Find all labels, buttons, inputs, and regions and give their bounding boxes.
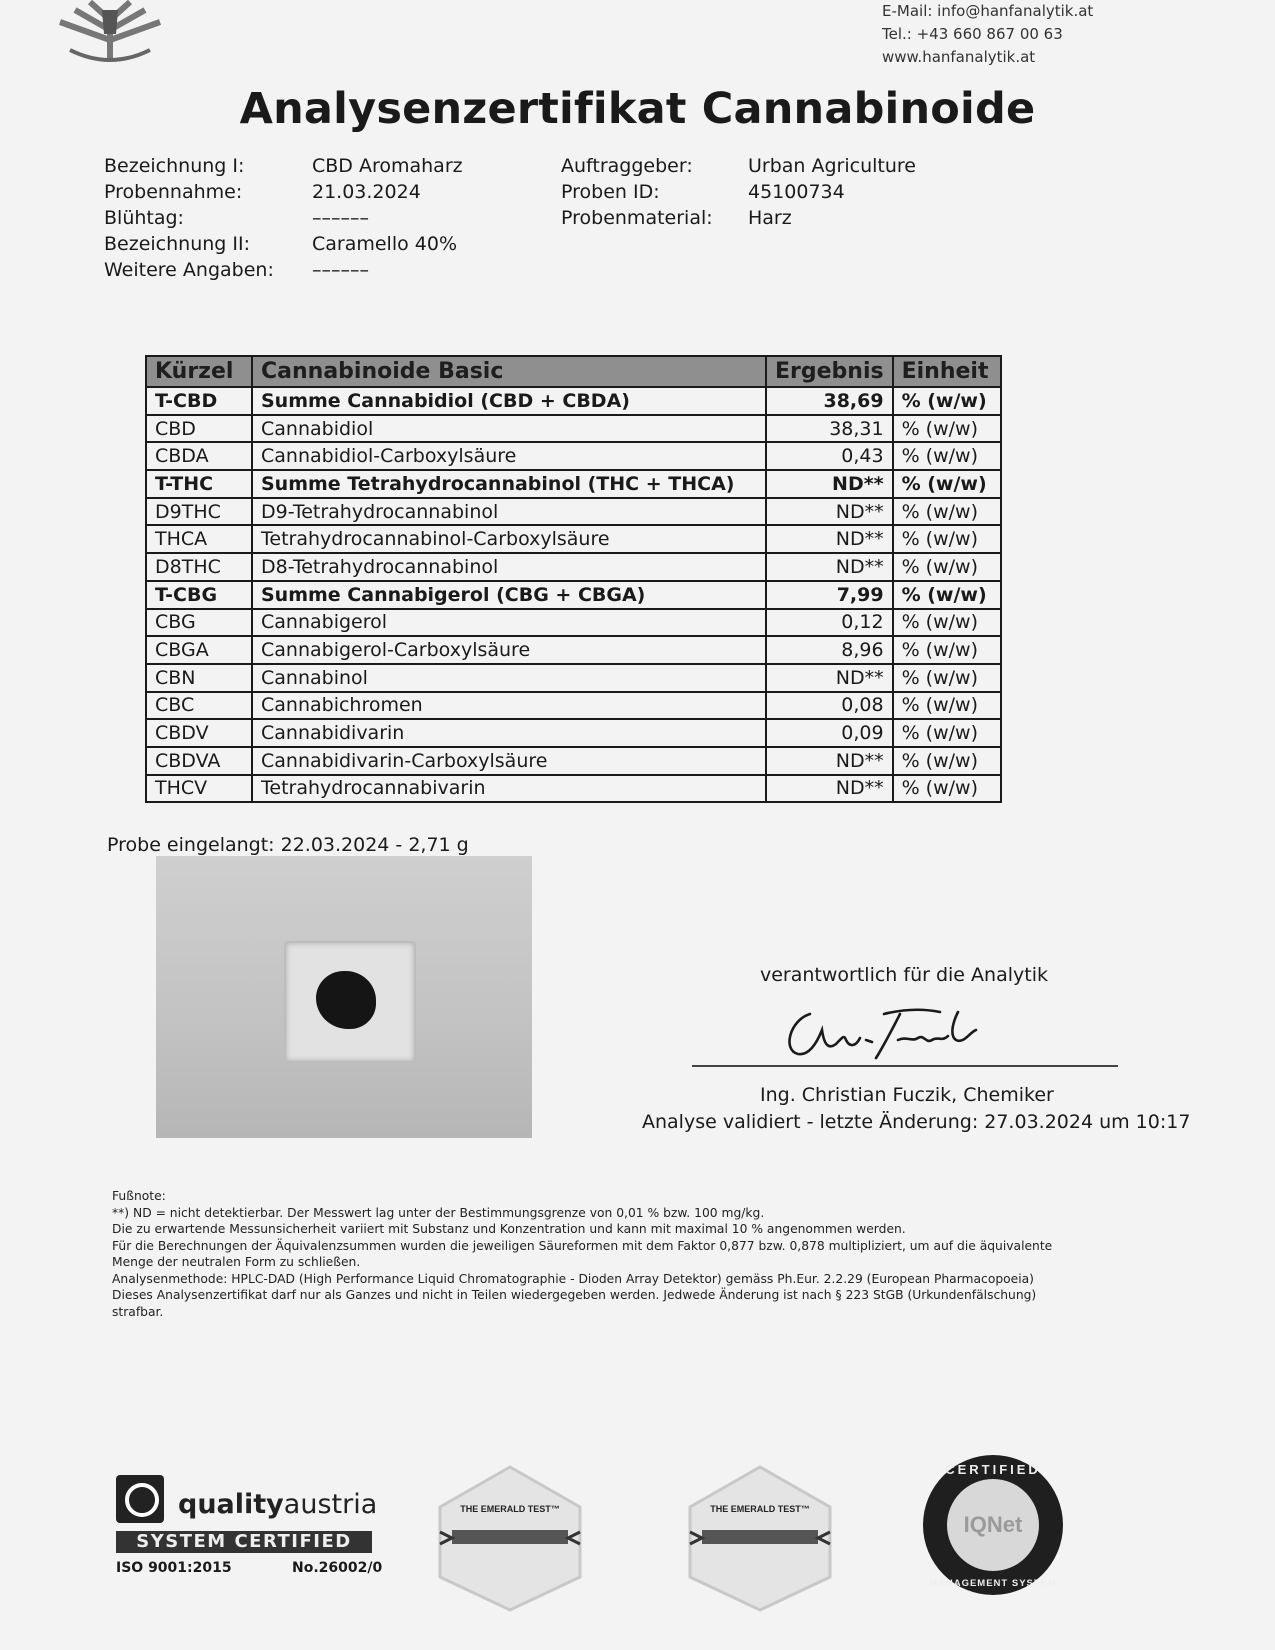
cell-unit: % (w/w): [893, 498, 1001, 526]
cell-code: CBG: [146, 609, 252, 637]
cell-code: CBDA: [146, 442, 252, 470]
cell-name: Cannabigerol-Carboxylsäure: [252, 636, 766, 664]
qualityaustria-name: qualityaustria: [178, 1489, 378, 1520]
iqnet-center-text: IQNet: [963, 1512, 1023, 1537]
meta-label: Probennahme:: [104, 181, 243, 203]
meta-label: Blühtag:: [104, 207, 184, 229]
table-row: [146, 636, 1001, 664]
table-row: [146, 553, 1001, 581]
resin-sample: [316, 971, 376, 1029]
signature-line: [692, 1065, 1118, 1067]
table-row: [146, 775, 1001, 803]
cell-code: THCA: [146, 525, 252, 553]
table-header-row: [146, 356, 1001, 387]
table-row: [146, 719, 1001, 747]
cell-unit: % (w/w): [893, 415, 1001, 443]
cell-name: Cannabidivarin: [252, 719, 766, 747]
cell-name: Summe Cannabigerol (CBG + CBGA): [252, 581, 766, 609]
footnote-line: **) ND = nicht detektierbar. Der Messwert lag unter der Bestimmungsgrenze von 0,01 % bzw. 100 mg/kg.: [112, 1205, 765, 1220]
table-row: [146, 525, 1001, 553]
cell-code: T-CBD: [146, 387, 252, 415]
cell-result: 0,09: [766, 719, 893, 747]
cell-result: ND**: [766, 775, 893, 803]
cell-unit: % (w/w): [893, 636, 1001, 664]
cell-unit: % (w/w): [893, 553, 1001, 581]
cell-result: ND**: [766, 498, 893, 526]
table-row: [146, 581, 1001, 609]
cell-unit: % (w/w): [893, 525, 1001, 553]
cell-result: ND**: [766, 470, 893, 498]
cell-unit: % (w/w): [893, 747, 1001, 775]
table-row: [146, 609, 1001, 637]
iqnet-top-text: CERTIFIED: [945, 1462, 1041, 1477]
footnote-line: Für die Berechnungen der Äquivalenzsummen wurden die jeweiligen Säureformen mit dem Faktor 0,877 bzw. 0,878 multipliziert, um auf die äquivalente: [112, 1238, 1053, 1253]
meta-value: Urban Agriculture: [748, 155, 916, 177]
cell-code: CBD: [146, 415, 252, 443]
results-body: [146, 387, 1001, 802]
footnote-line: Analysenmethode: HPLC-DAD (High Performance Liquid Chromatographie - Dioden Array Detektor) gemäss Ph.Eur. 2.2.29 (European Pharmacopoeia): [112, 1271, 1034, 1286]
cell-unit: % (w/w): [893, 442, 1001, 470]
phone-text: Tel.: +43 660 867 00 63: [882, 25, 1063, 43]
cell-result: 38,31: [766, 415, 893, 443]
meta-value: Harz: [748, 207, 792, 229]
handwritten-signature: [780, 1000, 1000, 1062]
certificate-number: No.26002/0: [292, 1560, 383, 1576]
column-header-code: Kürzel: [146, 356, 252, 387]
sample-photo: [156, 856, 532, 1138]
footnote-line: strafbar.: [112, 1304, 164, 1319]
cell-code: CBDV: [146, 719, 252, 747]
meta-label: Auftraggeber:: [561, 155, 693, 177]
cell-result: 38,69: [766, 387, 893, 415]
emerald-test-badge-icon: [430, 1462, 590, 1612]
signer-name: Ing. Christian Fuczik, Chemiker: [760, 1084, 1054, 1106]
email-text: E-Mail: info@hanfanalytik.at: [882, 2, 1094, 20]
contact-info: [882, 0, 1093, 69]
results-table: [145, 355, 1002, 803]
column-header-name: Cannabinoide Basic: [252, 356, 766, 387]
qualityaustria-q-icon: [116, 1475, 164, 1523]
meta-label: Proben ID:: [561, 181, 660, 203]
lab-logo: [30, 0, 190, 68]
emerald-test-badge-icon: [680, 1462, 840, 1612]
meta-label: Probenmaterial:: [561, 207, 713, 229]
cell-code: CBDVA: [146, 747, 252, 775]
footnote-line: Menge der neutralen Form zu schließen.: [112, 1255, 361, 1269]
meta-label: Weitere Angaben:: [104, 259, 274, 281]
column-header-result: Ergebnis: [766, 356, 893, 387]
system-certified-band: SYSTEM CERTIFIED: [116, 1531, 372, 1553]
cell-name: Cannabinol: [252, 664, 766, 692]
table-row: [146, 470, 1001, 498]
cell-code: T-CBG: [146, 581, 252, 609]
cell-result: ND**: [766, 664, 893, 692]
validation-timestamp: Analyse validiert - letzte Änderung: 27.03.2024 um 10:17: [642, 1111, 1191, 1133]
cell-unit: % (w/w): [893, 775, 1001, 803]
cell-code: CBC: [146, 692, 252, 720]
cell-name: Cannabigerol: [252, 609, 766, 637]
cell-code: CBGA: [146, 636, 252, 664]
cell-name: Summe Cannabidiol (CBD + CBDA): [252, 387, 766, 415]
cell-name: Cannabidiol: [252, 415, 766, 443]
meta-label: Bezeichnung II:: [104, 233, 250, 255]
cell-unit: % (w/w): [893, 664, 1001, 692]
cell-code: CBN: [146, 664, 252, 692]
table-row: [146, 442, 1001, 470]
document-title: Analysenzertifikat Cannabinoide: [239, 84, 1036, 134]
responsible-label: verantwortlich für die Analytik: [760, 964, 1048, 986]
meta-value: CBD Aromaharz: [312, 155, 463, 177]
cell-name: D9-Tetrahydrocannabinol: [252, 498, 766, 526]
cell-unit: % (w/w): [893, 387, 1001, 415]
cell-name: Cannabidivarin-Carboxylsäure: [252, 747, 766, 775]
sample-tray: [284, 941, 416, 1063]
cell-name: D8-Tetrahydrocannabinol: [252, 553, 766, 581]
meta-value: ––––––: [312, 259, 369, 281]
iqnet-bottom-text: MANAGEMENT SYSTEM: [929, 1578, 1057, 1589]
cell-name: Cannabichromen: [252, 692, 766, 720]
iso-standard: ISO 9001:2015: [116, 1560, 232, 1576]
cell-code: D9THC: [146, 498, 252, 526]
cell-result: 7,99: [766, 581, 893, 609]
meta-label: Bezeichnung I:: [104, 155, 245, 177]
table-row: [146, 498, 1001, 526]
cell-unit: % (w/w): [893, 470, 1001, 498]
cell-unit: % (w/w): [893, 692, 1001, 720]
cell-result: 0,08: [766, 692, 893, 720]
cell-name: Cannabidiol-Carboxylsäure: [252, 442, 766, 470]
table-row: [146, 387, 1001, 415]
cell-name: Tetrahydrocannabivarin: [252, 775, 766, 803]
table-row: [146, 415, 1001, 443]
emerald-test-label: THE EMERALD TEST™: [460, 1504, 560, 1514]
cell-unit: % (w/w): [893, 609, 1001, 637]
footnote: [112, 1188, 1132, 1320]
meta-value: 21.03.2024: [312, 181, 421, 203]
cell-result: 8,96: [766, 636, 893, 664]
cell-unit: % (w/w): [893, 719, 1001, 747]
meta-value: 45100734: [748, 181, 845, 203]
cell-result: ND**: [766, 553, 893, 581]
cell-result: ND**: [766, 747, 893, 775]
sample-received-note: Probe eingelangt: 22.03.2024 - 2,71 g: [107, 834, 469, 856]
cell-unit: % (w/w): [893, 581, 1001, 609]
cell-result: 0,43: [766, 442, 893, 470]
meta-value: ––––––: [312, 207, 369, 229]
footnote-line: Dieses Analysenzertifikat darf nur als Ganzes und nicht in Teilen wiedergegeben werden. Jedwede Änderung ist nach § 223 StGB (Urkundenfälschung): [112, 1288, 1037, 1302]
table-row: [146, 664, 1001, 692]
cell-code: D8THC: [146, 553, 252, 581]
cell-result: ND**: [766, 525, 893, 553]
table-row: [146, 747, 1001, 775]
cell-result: 0,12: [766, 609, 893, 637]
footnote-line: Die zu erwartende Messunsicherheit variiert mit Substanz und Konzentration und kann mit maximal 10 % angenommen werden.: [112, 1222, 906, 1236]
website-link[interactable]: www.hanfanalytik.at: [882, 48, 1036, 66]
table-row: [146, 692, 1001, 720]
cell-name: Tetrahydrocannabinol-Carboxylsäure: [252, 525, 766, 553]
cell-name: Summe Tetrahydrocannabinol (THC + THCA): [252, 470, 766, 498]
column-header-unit: Einheit: [893, 356, 1001, 387]
iqnet-certified-seal-icon: [920, 1452, 1066, 1598]
emerald-test-label: THE EMERALD TEST™: [710, 1504, 810, 1514]
meta-value: Caramello 40%: [312, 233, 458, 255]
cell-code: THCV: [146, 775, 252, 803]
cell-code: T-THC: [146, 470, 252, 498]
footnote-heading: Fußnote:: [112, 1189, 166, 1203]
